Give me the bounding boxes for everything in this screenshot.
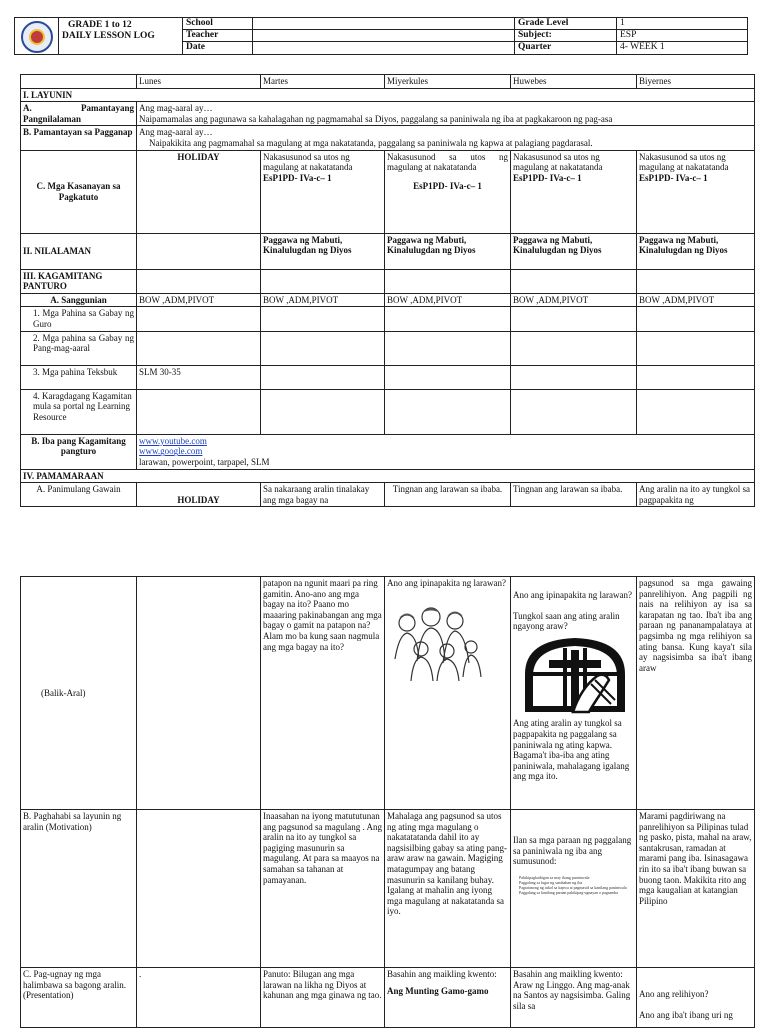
grade-level-value[interactable]: 1 — [617, 18, 748, 30]
date-field[interactable] — [253, 42, 515, 54]
grade-level-label: Grade Level — [515, 18, 617, 30]
lesson-log-table — [20, 74, 755, 507]
sanggunian-martes: BOW ,ADM,PIVOT — [261, 293, 385, 307]
balik-aral-miyerkules: Ano ang ipinapakita ng larawan? — [385, 577, 511, 810]
pag-ugnay-martes: Panuto: Bilugan ang mga larawan na likha ng Diyos at kahunan ang mga ginawa ng tao. — [261, 968, 385, 1028]
sanggunian-miyerkules: BOW ,ADM,PIVOT — [385, 293, 511, 307]
sanggunian-biyernes: BOW ,ADM,PIVOT — [637, 293, 755, 307]
school-label: School — [183, 18, 253, 30]
list-item: Paggalang sa kanilang paraan pakikipag-ugnayan o pagsamba — [519, 889, 619, 895]
date-label: Date — [183, 42, 253, 54]
list-item: Paggalang sa lugar ng sambahan ng iba — [519, 879, 583, 885]
quarter-value[interactable]: 4- WEEK 1 — [617, 42, 748, 54]
list-item: Pakikipagkaibigan sa may ibang paniniwala — [519, 874, 590, 880]
kasanayan-biyernes: Nakasusunod sa utos ng magulang at nakatatanda EsP1PD- IVa-c– 1 — [637, 150, 755, 233]
form-title: GRADE 1 to 12 DAILY LESSON LOG — [59, 18, 183, 55]
kasanayan-lunes-holiday: HOLIDAY — [137, 150, 261, 233]
youtube-link[interactable]: www.youtube.com — [139, 435, 207, 446]
header-table — [14, 17, 748, 55]
pagganap-content: Ang mag-aaral ay… Naipakikita ang pagmamahal sa magulang at mga nakatatanda, paggalang sa paniniwala ng kapwa at palagiang pagdarasal. — [137, 126, 755, 150]
teksbuk-label: 3. Mga pahina Teksbuk — [21, 365, 137, 389]
panimulang-biyernes: Ang aralin na ito ay tungkol sa pagpapakita ng — [637, 483, 755, 507]
quarter-label: Quarter — [515, 42, 617, 54]
section-pamamaraan: IV. PAMAMARAAN — [21, 469, 755, 483]
paghahabi-label: B. Paghahabi sa layunin ng aralin (Motivation) — [21, 810, 137, 968]
balik-aral-huwebes: Ano ang ipinapakita ng larawan? Tungkol saan ang ating aralin ngayong araw? Ang ating aralin ay tungkol sa pagpapakita ng paggalang sa paniniwala ng ating kapwa. Bagama't iba-iba ang ating paniniwala, mahalagang igalang ang mga ito. — [511, 577, 637, 810]
day-header-biyernes: Biyernes — [637, 75, 755, 89]
balik-aral-biyernes: pagsunod sa mga gawaing panrelihiyon. Ang pagpili ng nais na relihiyon ay isa sa karapatan ng tao. Iba't iba ang paraan ng pananampalataya at pagsimba ng mga relihiyon sa ating bansa. Kung kaya't sila ay nagsisimba sa iba't ibang araw — [637, 577, 755, 810]
panimulang-huwebes: Tingnan ang larawan sa ibaba. — [511, 483, 637, 507]
list-item: Pagtatanong ng tukol sa kapwa at pagmasid sa kanilang paniniwala — [519, 884, 627, 890]
corner-cell — [21, 75, 137, 89]
school-field[interactable] — [253, 18, 515, 30]
subject-label: Subject: — [515, 30, 617, 42]
teacher-field[interactable] — [253, 30, 515, 42]
lesson-log-table-continued — [20, 576, 755, 1028]
paggalang-list — [519, 875, 634, 895]
day-header-martes: Martes — [261, 75, 385, 89]
pag-ugnay-label: C. Pag-ugnay ng mga halimbawa sa bagong aralin.(Presentation) — [21, 968, 137, 1028]
sanggunian-lunes: BOW ,ADM,PIVOT — [137, 293, 261, 307]
nilalaman-lunes — [137, 233, 261, 269]
paghahabi-miyerkules: Mahalaga ang pagsunod sa utos ng ating mga magulang o nakatatatanda dahil ito ay nagsisilbing gabay sa ating pang-araw araw na gawain. Magiging matagumpay ang batang masunurin sa kanilang buhay. Igalang at mahalin ang iyong mga magulang at nakatatanda sa iyo. — [385, 810, 511, 968]
pag-ugnay-miyerkules: Basahin ang maikling kwento: Ang Munting Gamo-gamo — [385, 968, 511, 1028]
paghahabi-martes: Inaasahan na iyong matututunan ang pagsunod sa magulang . Ang aralin na ito ay tungkol sa pagiging masunurin sa magulang. At para sa maayos na samahan sa tahanan at pamayanan. — [261, 810, 385, 968]
iba-pang-kagamitan-content: www.youtube.com www.google.com larawan, powerpoint, tarpapel, SLM — [137, 434, 755, 469]
sanggunian-label: A. Sanggunian — [21, 293, 137, 307]
deped-seal-icon — [21, 21, 53, 53]
teacher-label: Teacher — [183, 30, 253, 42]
nilalaman-label: II. NILALAMAN — [21, 233, 137, 269]
nilalaman-miyerkules: Paggawa ng Mabuti, Kinalulugdan ng Diyos — [385, 233, 511, 269]
kasanayan-miyerkules: Nakasusunod sa utos ng magulang at nakatatanda EsP1PD- IVa-c– 1 — [385, 150, 511, 233]
iba-pang-kagamitan-label: B. Iba pang Kagamitang pangturo — [21, 434, 137, 469]
google-link[interactable]: www.google.com — [139, 446, 203, 457]
family-illustration — [387, 601, 483, 683]
pagganap-label: B. Pamantayan sa Pagganap — [21, 126, 137, 150]
kagamitan-label: III. KAGAMITANG PANTURO — [21, 269, 137, 293]
day-header-miyerkules: Miyerkules — [385, 75, 511, 89]
nilalaman-martes: Paggawa ng Mabuti, Kinalulugdan ng Diyos — [261, 233, 385, 269]
section-layunin: I. LAYUNIN — [21, 88, 755, 102]
nilalaman-huwebes: Paggawa ng Mabuti, Kinalulugdan ng Diyos — [511, 233, 637, 269]
panimulang-miyerkules: Tingnan ang larawan sa ibaba. — [385, 483, 511, 507]
day-header-huwebes: Huwebes — [511, 75, 637, 89]
gabay-guro-label: 1. Mga Pahina sa Gabay ng Guro — [21, 307, 137, 331]
kasanayan-martes: Nakasusunod sa utos ng magulang at nakatatanda EsP1PD- IVa-c– 1 — [261, 150, 385, 233]
day-header-lunes: Lunes — [137, 75, 261, 89]
panimulang-lunes-holiday: HOLIDAY — [137, 483, 261, 507]
praying-hands-icon — [519, 634, 631, 714]
balik-aral-lunes — [137, 577, 261, 810]
teksbuk-value: SLM 30-35 — [137, 365, 261, 389]
pamantayang-content: Ang mag-aaral ay… Naipamamalas ang pagunawa sa kahalagahan ng pagmamahal sa Diyos, paggalang sa paniniwala ng iba at pagkakaroon ng pag-asa — [137, 102, 755, 126]
pag-ugnay-huwebes: Basahin ang maikling kwento: Araw ng Linggo. Ang mag-anak na Santos ay nagsisimba. Galing sila sa — [511, 968, 637, 1028]
sanggunian-huwebes: BOW ,ADM,PIVOT — [511, 293, 637, 307]
paghahabi-lunes — [137, 810, 261, 968]
karagdagang-kagamitan-label: 4. Karagdagang Kagamitan mula sa portal ng Learning Resource — [21, 389, 137, 434]
balik-aral-martes: patapon na ngunit maari pa ring gamitin. Ano-ano ang mga bagay na ito? Paano mo maaaring pakinabangan ang mga bagay o gamit na patapon na? Alam mo ba kung saan nagmula ang mga bagay na ito? — [261, 577, 385, 810]
paghahabi-huwebes: Ilan sa mga paraan ng paggalang sa paniniwala ng iba ang sumusunod: Pakikipagkaibigan sa may ibang paniniwala Paggalang sa lugar ng sambahan ng iba Pagtatanong ng tukol sa kapwa at pagmasid sa kanilang paniniwala Paggalang sa kanilang paraan pakikipag-ugnayan o pagsamba — [511, 810, 637, 968]
paghahabi-biyernes: Marami pagdiriwang na panrelihiyon sa Pilipinas tulad ng pasko, pista, mahal na araw, santakrusan, ramadan at marami pang iba. Isinasagawa rin ito sa iba't ibang buwan sa buong taon. Makikita rito ang mga kaugalian at katangian Pilipino — [637, 810, 755, 968]
pag-ugnay-biyernes: Ano ang relihiyon? Ano ang iba't ibang uri ng — [637, 968, 755, 1028]
kasanayan-huwebes: Nakasusunod sa utos ng magulang at nakatatanda EsP1PD- IVa-c– 1 — [511, 150, 637, 233]
pag-ugnay-lunes: . — [137, 968, 261, 1028]
kasanayan-label: C. Mga Kasanayan sa Pagkatuto — [21, 150, 137, 233]
pamantayang-label: A. Pamantayang Pangnilalaman — [21, 102, 137, 126]
subject-value[interactable]: ESP — [617, 30, 748, 42]
gabay-mag-aaral-label: 2. Mga pahina sa Gabay ng Pang-mag-aaral — [21, 331, 137, 365]
balik-aral-label: (Balik-Aral) — [21, 577, 137, 810]
deped-seal-cell — [15, 18, 59, 55]
panimulang-martes: Sa nakaraang aralin tinalakay ang mga bagay na — [261, 483, 385, 507]
nilalaman-biyernes: Paggawa ng Mabuti, Kinalulugdan ng Diyos — [637, 233, 755, 269]
panimulang-gawain-label: A. Panimulang Gawain — [21, 483, 137, 507]
